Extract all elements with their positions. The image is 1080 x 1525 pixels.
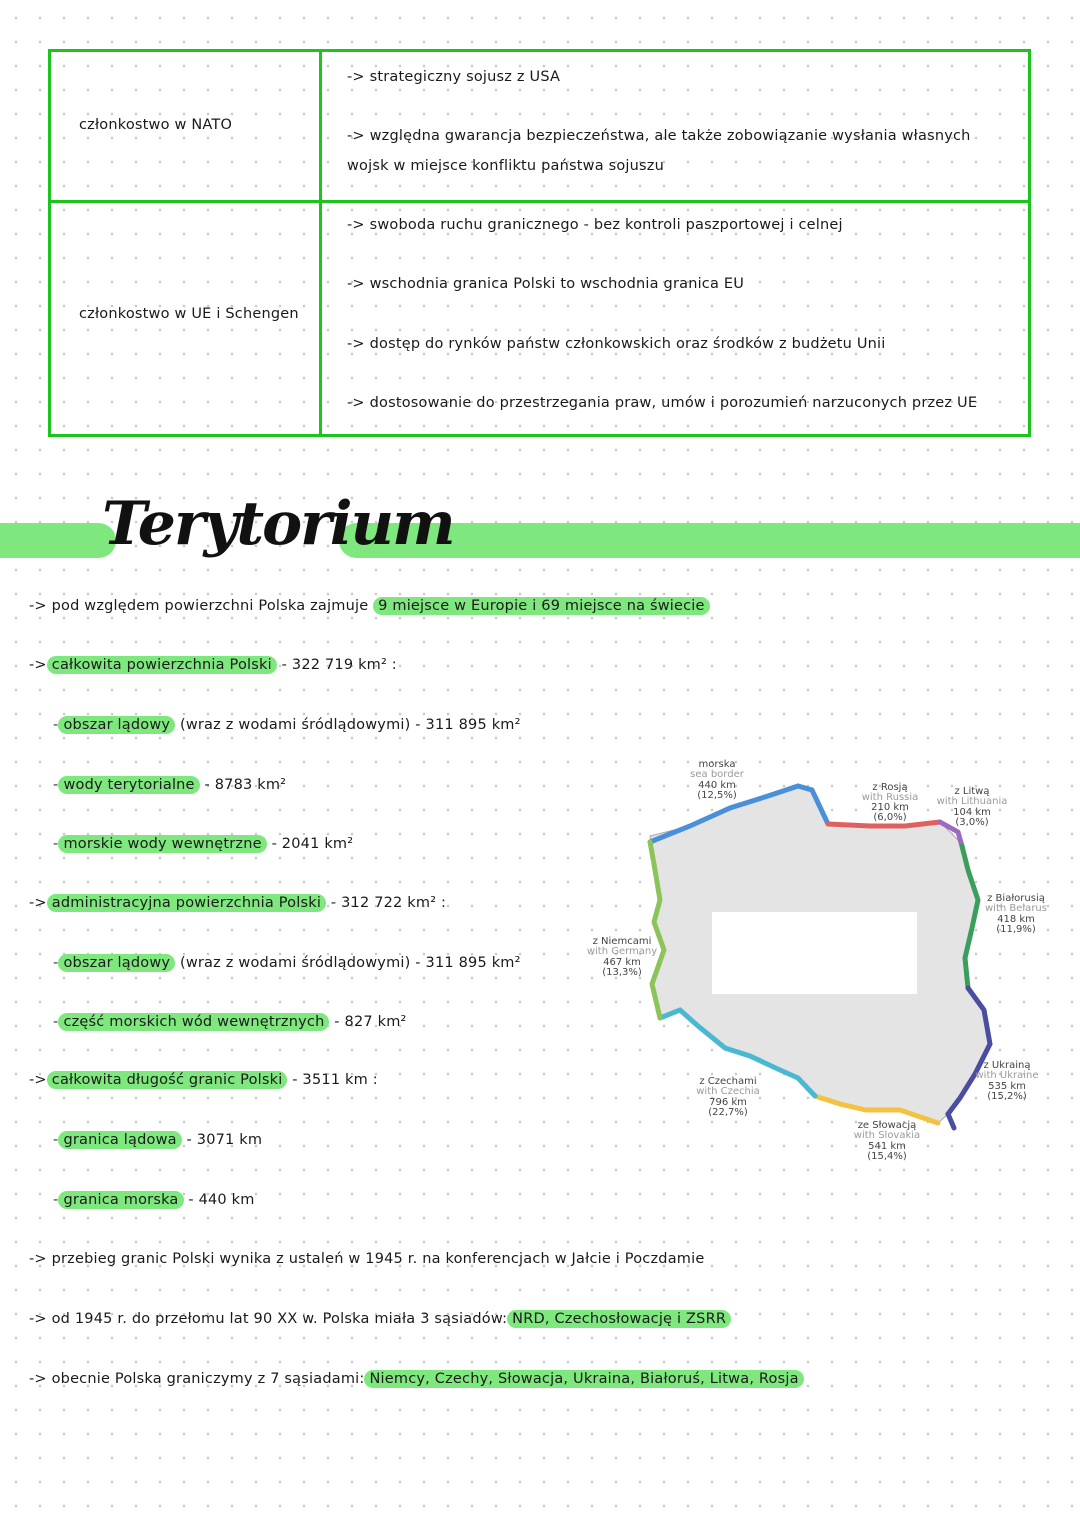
highlight: obszar lądowy [58, 954, 175, 972]
heading-band-left [0, 523, 116, 558]
svg-text:541 km: 541 km [868, 1141, 906, 1152]
svg-text:418 km: 418 km [997, 914, 1035, 925]
svg-text:(15,2%): (15,2%) [987, 1091, 1027, 1102]
highlight: obszar lądowy [58, 716, 175, 734]
svg-text:z Białorusią: z Białorusią [987, 893, 1045, 904]
eu-item: -> swoboda ruchu granicznego - bez kontroli paszportowej i celnej [347, 217, 843, 233]
nato-item: wojsk w miejsce konfliktu państwa sojuszu [347, 158, 665, 174]
svg-text:with Lithuania: with Lithuania [936, 796, 1008, 807]
eu-label: członkostwo w UE i Schengen [79, 306, 299, 322]
svg-text:ze Słowacją: ze Słowacją [857, 1120, 917, 1131]
svg-text:with Ukraine: with Ukraine [975, 1070, 1039, 1081]
map-label-cover [712, 912, 917, 994]
label-slovakia [854, 1120, 920, 1162]
svg-text:(15,4%): (15,4%) [867, 1151, 907, 1162]
svg-text:440 km: 440 km [698, 780, 736, 791]
highlight: część morskich wód wewnętrznych [58, 1013, 329, 1031]
highlight: wody terytorialne [58, 776, 199, 794]
highlight: 9 miejsce w Europie i 69 miejsce na świecie [373, 597, 710, 615]
text-line: - obszar lądowy (wraz z wodami śródlądowymi) - 311 895 km² [53, 717, 521, 733]
highlight: morskie wody wewnętrzne [58, 835, 266, 853]
label-sea [690, 759, 745, 801]
svg-text:z Rosją: z Rosją [872, 782, 908, 793]
svg-text:with Russia: with Russia [861, 792, 919, 803]
svg-text:210 km: 210 km [871, 802, 909, 813]
text-line: - granica morska - 440 km [53, 1192, 255, 1208]
nato-item: -> strategiczny sojusz z USA [347, 69, 561, 85]
text-line: -> przebieg granic Polski wynika z ustaleń w 1945 r. na konferencjach w Jałcie i Poczdamie [29, 1251, 705, 1267]
text-line: -> całkowita powierzchnia Polski - 322 719 km² : [29, 657, 397, 673]
svg-text:z Czechami: z Czechami [699, 1076, 757, 1087]
label-ukraine [975, 1060, 1038, 1102]
nato-item: -> względna gwarancja bezpieczeństwa, ale także zobowiązanie wysłania własnych [347, 128, 971, 144]
label-belarus [985, 893, 1047, 935]
svg-text:with Czechia: with Czechia [696, 1086, 760, 1097]
label-russia [862, 782, 919, 823]
text-line: - część morskich wód wewnętrznych - 827 km² [53, 1014, 407, 1030]
eu-item: -> dostęp do rynków państw członkowskich oraz środków z budżetu Unii [347, 336, 886, 352]
svg-text:(13,3%): (13,3%) [602, 967, 642, 978]
text-line: -> całkowita długość granic Polski - 3511 km : [29, 1072, 378, 1088]
eu-item: -> wschodnia granica Polski to wschodnia granica EU [347, 276, 745, 292]
label-lithuania [937, 786, 1008, 828]
svg-text:morska: morska [698, 759, 736, 770]
text-line: - morskie wody wewnętrzne - 2041 km² [53, 836, 354, 852]
text-line: -> administracyjna powierzchnia Polski - 312 722 km² : [29, 895, 447, 911]
svg-text:with Slovakia: with Slovakia [853, 1130, 921, 1141]
label-germany [587, 936, 657, 978]
svg-text:(3,0%): (3,0%) [955, 817, 989, 828]
nato-label: członkostwo w NATO [79, 117, 233, 133]
section-heading: Terytorium [102, 489, 454, 559]
text-line: - obszar lądowy (wraz z wodami śródlądowymi) - 311 895 km² [53, 955, 521, 971]
highlight: Niemcy, Czechy, Słowacja, Ukraina, Białoruś, Litwa, Rosja [364, 1370, 803, 1388]
text-line: -> obecnie Polska graniczymy z 7 sąsiadami: Niemcy, Czechy, Słowacja, Ukraina, Białoruś, Litwa, Rosja [29, 1371, 804, 1387]
highlight: administracyjna powierzchnia Polski [47, 894, 326, 912]
text-line: -> pod względem powierzchni Polska zajmuje 9 miejsce w Europie i 69 miejsce na świecie [29, 598, 710, 614]
svg-text:z Litwą: z Litwą [954, 786, 990, 797]
comparison-table [48, 49, 1031, 437]
text-line: - granica lądowa - 3071 km [53, 1132, 263, 1148]
highlight: całkowita powierzchnia Polski [47, 656, 277, 674]
svg-text:104 km: 104 km [953, 807, 991, 818]
svg-text:535 km: 535 km [988, 1081, 1026, 1092]
svg-text:with Germany: with Germany [586, 946, 658, 957]
svg-text:796 km: 796 km [709, 1097, 747, 1108]
eu-item: -> dostosowanie do przestrzegania praw, umów i porozumień narzuconych przez UE [347, 395, 978, 411]
label-czechia [696, 1076, 760, 1118]
highlight: granica lądowa [58, 1131, 181, 1149]
svg-text:(6,0%): (6,0%) [873, 812, 907, 823]
text-line: -> od 1945 r. do przełomu lat 90 XX w. Polska miała 3 sąsiadów: NRD, Czechosłowację i ZSRR [29, 1311, 731, 1327]
poland-border-map [582, 752, 1052, 1172]
table-divider-vertical [319, 52, 322, 434]
svg-text:with Belarus: with Belarus [985, 903, 1047, 914]
svg-text:(12,5%): (12,5%) [697, 790, 737, 801]
svg-text:sea border: sea border [690, 769, 744, 780]
svg-text:467 km: 467 km [603, 957, 641, 968]
highlight: NRD, Czechosłowację i ZSRR [507, 1310, 731, 1328]
highlight: granica morska [58, 1191, 183, 1209]
svg-text:(22,7%): (22,7%) [708, 1107, 748, 1118]
svg-text:z Niemcami: z Niemcami [592, 936, 652, 947]
table-divider-horizontal [51, 200, 1028, 203]
svg-text:(11,9%): (11,9%) [996, 924, 1036, 935]
highlight: całkowita długość granic Polski [47, 1071, 288, 1089]
svg-text:z Ukrainą: z Ukrainą [983, 1060, 1031, 1071]
text-line: - wody terytorialne - 8783 km² [53, 777, 287, 793]
